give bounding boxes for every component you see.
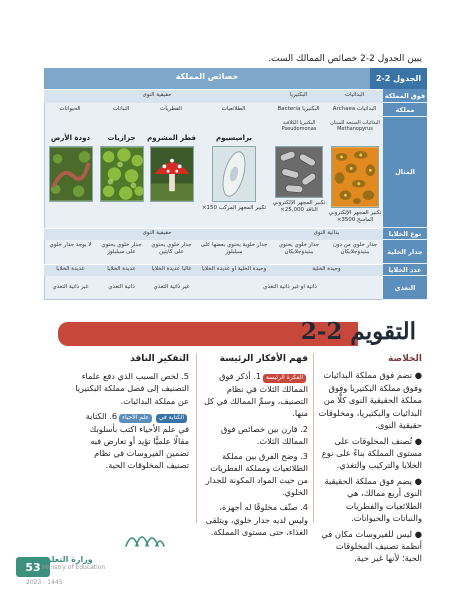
question-5: 5. لخص السبب الذي دفع علماء التصنيف إلى فصل مملكة البكتيريا عن مملكة البدائيات. — [75, 371, 189, 406]
example-name-archaea: البدائيات المنتجة للميثان Methanopyrus — [330, 120, 380, 133]
logo-text: وزارة التعليم — [42, 555, 93, 564]
superkingdom-eukarya: حقيقية النوى — [142, 92, 172, 98]
column-divider — [196, 353, 197, 523]
summary-column — [317, 353, 422, 568]
question-4: 4. صنّف مخلوقًا له أجهزة، وليس لديه جدار خلوي، ويتلقى الغذاء، حتى مستوى المملكة. — [205, 502, 308, 537]
superkingdom-bacteria: البكتيريا — [289, 92, 308, 98]
biology-tag: علم الأحياء — [119, 414, 152, 423]
row-label-nutrition: التغذي — [383, 276, 427, 300]
critical-thinking-column — [74, 353, 189, 474]
evaluation-title: التقويم 2-2 — [300, 318, 416, 345]
main-ideas-column — [198, 353, 308, 541]
summary-point: ● يضم فوق مملكة الحقيقية النوى أربع ممالك، هي الطلائعيات والفطريات والنباتات والحيوانات. — [324, 475, 422, 524]
row-label-cell-type: نوع الخلايا — [383, 228, 427, 240]
question-1 — [198, 370, 308, 419]
edition-year: 2023 - 1445 — [26, 579, 63, 586]
row-label-example: المثال — [383, 117, 427, 228]
example-name-protist: براميسيوم — [215, 134, 253, 142]
row-label-superkingdom: فوق المملكة — [383, 89, 427, 103]
caption-bacteria: تكبير المجهر الإلكتروني الناقد 25,000× — [272, 200, 326, 213]
nutrition-fungi: غير ذاتية التغذي — [153, 284, 190, 290]
wall-fungi: جدار خلوي يحتوي على كايتين — [151, 242, 192, 255]
earthworm-image — [49, 146, 93, 202]
wall-protists: جدار خلوية يحتوي بعضها على سيليلوز — [200, 242, 268, 255]
moss-image — [100, 146, 144, 202]
kingdom-plants: النباتات — [112, 106, 130, 112]
table-number: الجدول 2-2 — [370, 68, 427, 89]
nutrition-mixed: ذاتية أو غير ذاتية التغذي — [263, 284, 317, 290]
table-header-title: خصائص المملكة — [175, 72, 239, 81]
question-1-text: 1. أذكر فوق الممالك الثلاث في نظام التصنيف، وسمِّ الممالك في كل منها. — [203, 371, 308, 419]
summary-point: ● تُصنف المخلوقات على مستوى المملكة بناءً على نوع الخلايا والتركيب والتغذي. — [321, 435, 422, 471]
main-ideas-heading: فهم الأفكار الرئيسة — [219, 354, 308, 364]
example-name-animal: دودة الأرض — [50, 134, 91, 142]
question-6-text: 6. الكتابة في علم الأحياء اكتب بأسلوبك مقالًا علميًّا تؤيد أو تعارض فيه تضمين الفيروسات في نظام تصنيف المخلوقات الحية. — [85, 410, 189, 471]
caption-protist: تكبير المجهر المركب 150× — [201, 205, 267, 211]
ministry-logo — [42, 555, 105, 571]
count-plants: عديدة الخلايا — [107, 266, 136, 272]
question-2: 2. قارن بين خصائص فوق الممالك الثلاث. — [220, 423, 308, 446]
question-3: 3. وضح الفرق بين مملكة الطلائعيات ومملكة الفطريات من حيث المواد المكونة للجدار الخلوي. — [205, 450, 308, 498]
row-label-wall: جدار الخلية — [383, 240, 427, 264]
summary-heading: الخلاصة — [388, 354, 422, 364]
count-animals: عديدة الخلايا — [56, 266, 85, 272]
kingdom-bacteria: البكتيريا Bacteria — [277, 106, 320, 112]
kingdom-archaea: البدائيات Archaea — [332, 106, 377, 112]
count-protists: وحيدة الخلية أو عديدة الخلايا — [201, 266, 267, 272]
critical-thinking-heading: التفكير الناقد — [130, 354, 189, 364]
cell-type-prokaryote: بدائية النوى — [313, 230, 340, 236]
count-fungi: غالبا عديدة الخلايا — [151, 266, 192, 272]
ministry-emblem-icon — [122, 526, 166, 550]
pseudomonas-image — [275, 146, 323, 198]
row-label-kingdom: مملكة — [383, 103, 427, 117]
count-prokaryotes: وحيدة الخلية — [312, 266, 341, 272]
nutrition-animals: غير ذاتية التغذي — [52, 284, 89, 290]
kingdom-protists: الطلائعيات — [221, 106, 246, 112]
superkingdom-archaea: البدائيات — [344, 92, 365, 98]
example-name-bacteria: البكتيريا الكلافية Pseudomonas — [281, 120, 317, 133]
kingdom-fungi: الفطريات — [160, 106, 182, 112]
mushroom-image — [150, 146, 194, 202]
kingdom-animals: الحيوانات — [59, 106, 81, 112]
writing-tag: الكتابة في — [156, 414, 187, 423]
example-name-plant: حزازيات — [107, 134, 136, 142]
row-label-cell-count: عدد الخلايا — [383, 264, 427, 276]
nutrition-plants: ذاتية التغذي — [108, 284, 135, 290]
column-divider — [313, 353, 314, 523]
main-idea-tag: الفكرة الرئيسة — [263, 374, 306, 383]
wall-animals: لا يوجد جدار خلوي — [49, 242, 92, 248]
logo-subtitle: Ministry of Education — [42, 564, 106, 571]
wall-archaea: جدار خلوي من دون ببتيدوجلايكان — [332, 242, 378, 255]
summary-point: ● ليس للفيروسات مكان في أنظمة تصنيف المخلوقات الحية؛ لأنها غير حية. — [321, 528, 422, 564]
caption-archaea: تكبير المجهر الإلكتروني الماسح 3500× — [328, 210, 382, 223]
methanopyrus-image — [331, 146, 379, 208]
table-header — [44, 68, 427, 89]
example-name-fungus: فطر المشروم — [147, 134, 196, 142]
cell-type-eukaryote: حقيقية النوى — [142, 230, 172, 236]
wall-bacteria: جدار خلوي يحتوي ببتيدوجلايكان — [278, 242, 320, 255]
summary-point: ● تضم فوق مملكة البدائيات وفوق مملكة البكتيريا وفوق مملكة الحقيقية النوى كلًّا من البدائيات والبكتيريا، ومخلوقات حقيقية النوى. — [318, 370, 422, 431]
table-caption: يبين الجدول 2-2 خصائص الممالك الست. — [268, 54, 422, 64]
paramecium-image — [212, 146, 256, 202]
wall-plants: جدار خلوي يحتوي على سيليلوز — [101, 242, 142, 255]
question-6 — [74, 410, 189, 471]
page-number: 53 — [16, 557, 50, 577]
